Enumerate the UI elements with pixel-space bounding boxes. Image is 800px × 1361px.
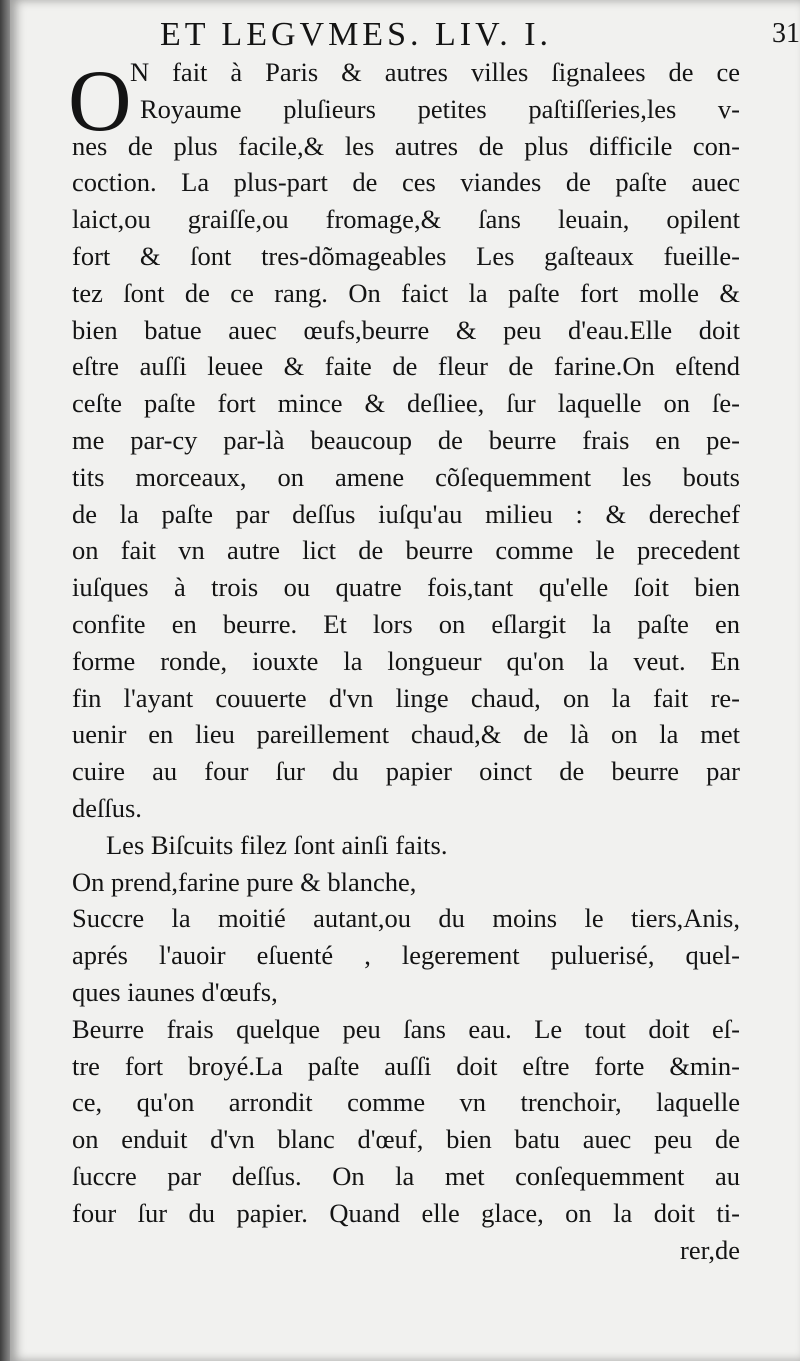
page-header	[160, 12, 800, 58]
text-line: N fait à Paris & autres villes ſignalees de ce	[130, 57, 740, 87]
drop-cap: O	[68, 53, 132, 150]
text-line: fin l'ayant couuerte d'vn linge chaud, on la fait re-	[72, 682, 740, 713]
text-line: forme ronde, iouxte la longueur qu'on la veut. En	[72, 645, 740, 676]
text-line: on fait vn autre lict de beurre comme le precedent	[72, 535, 740, 566]
text-line: on enduit d'vn blanc d'œuf, bien batu auec peu de	[72, 1124, 740, 1155]
text-line: coction. La plus-part de ces viandes de paſte auec	[72, 167, 740, 198]
text-line: nes de plus facile,& les autres de plus difficile con-	[72, 130, 740, 161]
catchword: rer,de	[680, 1234, 740, 1265]
page-number: 31	[772, 18, 800, 49]
text-line: tits morceaux, on amene cõſequemment les bouts	[72, 461, 740, 492]
text-line: me par-cy par-là beaucoup de beurre frais en pe-	[72, 424, 740, 455]
text-line: aprés l'auoir eſuenté , legerement puluerisé, quel-	[72, 940, 740, 971]
text-line: four ſur du papier. Quand elle glace, on la doit ti-	[72, 1197, 740, 1228]
body-text	[68, 53, 740, 1268]
section-heading: Les Biſcuits filez ſont ainſi faits.	[106, 829, 448, 860]
text-line: Succre la moitié autant,ou du moins le tiers,Anis,	[72, 903, 740, 934]
text-line: Royaume pluſieurs petites paſtiſſeries,les v-	[140, 93, 740, 124]
book-page	[10, 0, 800, 1361]
text-line: ſuccre par deſſus. On la met conſequemment au	[72, 1160, 740, 1191]
text-line: tez ſont de ce rang. On faict la paſte fort molle &	[72, 277, 740, 308]
text-line: eſtre auſſi leuee & faite de fleur de farine.On eſtend	[72, 351, 740, 382]
text-line: uenir en lieu pareillement chaud,& de là on la met	[72, 719, 740, 750]
spine-shadow	[0, 0, 10, 1361]
text-line: On prend,farine pure & blanche,	[72, 866, 417, 897]
text-line: laict,ou graiſſe,ou fromage,& ſans leuain, opilent	[72, 204, 740, 235]
text-line: tre fort broyé.La paſte auſſi doit eſtre forte &min-	[72, 1050, 740, 1081]
text-line: Beurre frais quelque peu ſans eau. Le tout doit eſ-	[72, 1013, 740, 1044]
text-line: ce, qu'on arrondit comme vn trenchoir, laquelle	[72, 1087, 740, 1118]
text-line: fort & ſont tres-dõmageables Les gaſteaux fueille-	[72, 240, 740, 271]
text-line: confite en beurre. Et lors on eſlargit la paſte en	[72, 608, 740, 639]
text-line: deſſus.	[72, 792, 142, 823]
text-line: bien batue auec œufs,beurre & peu d'eau.Elle doit	[72, 314, 740, 345]
text-line: ceſte paſte fort mince & deſliee, ſur laquelle on ſe-	[72, 388, 740, 419]
text-line: iuſques à trois ou quatre fois,tant qu'elle ſoit bien	[72, 572, 740, 603]
text-line: cuire au four ſur du papier oinct de beurre par	[72, 756, 740, 787]
text-line: de la paſte par deſſus iuſqu'au milieu : & derechef	[72, 498, 740, 529]
running-title: ET LEGVMES. LIV. I.	[160, 16, 553, 53]
text-line: ques iaunes d'œufs,	[72, 976, 278, 1007]
